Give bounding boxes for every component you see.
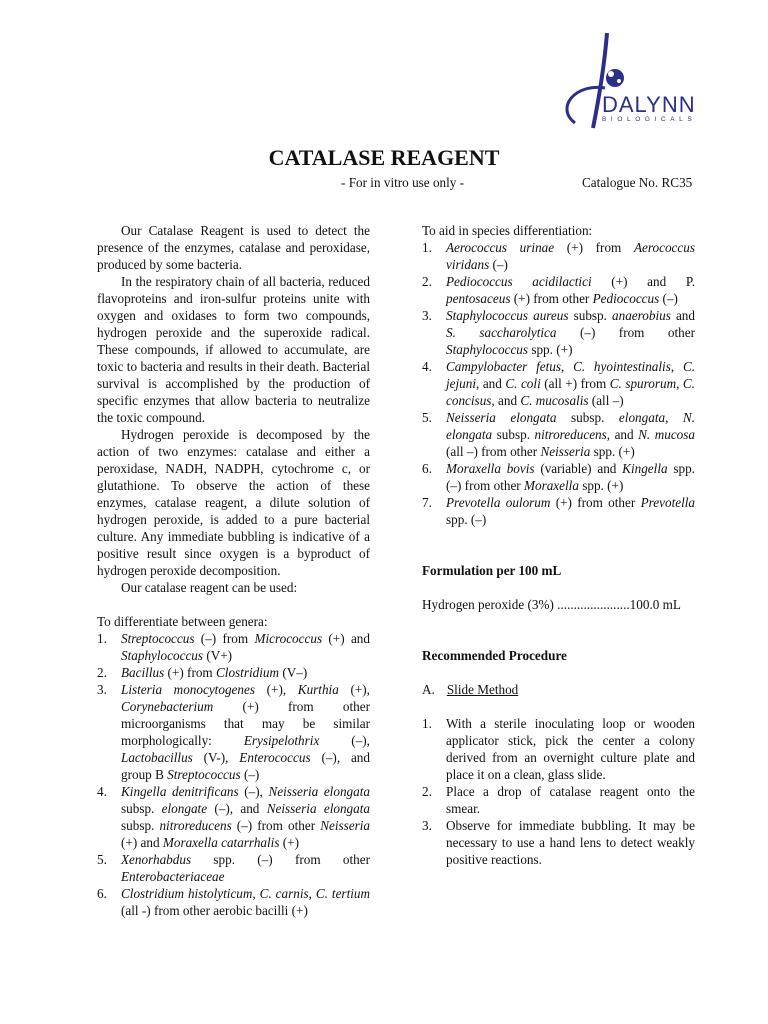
- list-item: 1. Aerococcus urinae (+) from Aerococcus viridans (–): [422, 240, 695, 272]
- list-number: 1.: [422, 240, 432, 255]
- page-title: CATALASE REAGENT: [268, 145, 500, 170]
- procedure-step: 3. Observe for immediate bubbling. It may be necessary to use a hand lens to detect weakly positive reactions.: [422, 818, 695, 867]
- list-item: 5. Neisseria elongata subsp. elongata, N. elongata subsp. nitroreducens, and N. mucosa (all –) from other Neisseria spp. (+): [422, 410, 696, 459]
- list-item: 4. Campylobacter fetus, C. hyointestinalis, C. jejuni, and C. coli (all +) from C. spurorum, C. concisus, and C. mucosalis (all –): [422, 359, 696, 408]
- right-column: [422, 222, 695, 868]
- list-number: 4.: [422, 359, 432, 374]
- left-column: [97, 222, 370, 919]
- list-number: 1.: [97, 631, 107, 646]
- list-number: 4.: [97, 784, 107, 799]
- list-number: 2.: [422, 784, 432, 799]
- list-number: 1.: [422, 716, 432, 731]
- respiratory-paragraph: In the respiratory chain of all bacteria, reduced flavoproteins and iron-sulfur proteins unite with oxygen and oxidases to form two compounds, hydrogen peroxide and the superoxide radical. These compounds, if allowed to accumulate, are toxic to bacteria and results in their death. Bacterial survival is accomplished by the production of specific enzymes that allow bacteria to neutralize the toxic compound.: [97, 274, 370, 425]
- list-item: 3. Staphylococcus aureus subsp. anaerobius and S. saccharolytica (–) from other Staphylococcus spp. (+): [422, 308, 695, 357]
- usage-note: - For in vitro use only -: [341, 175, 465, 190]
- usage-paragraph: Our catalase reagent can be used:: [121, 580, 298, 595]
- slide-method-label: A.: [422, 682, 435, 697]
- list-item: 3. Listeria monocytogenes (+), Kurthia (+), Corynebacterium (+) from other microorganisms that may be similar morphologically: Erysipelothrix (–), Lactobacillus (V-), Enterococcus (–), and group B Streptococcus (–): [97, 682, 370, 782]
- list-number: 3.: [422, 818, 432, 833]
- brand-name: DALYNN: [602, 92, 696, 117]
- list-item: 4. Kingella denitrificans (–), Neisseria elongata subsp. elongate (–), and Neisseria elongata subsp. nitroreducens (–) from other Neisseria (+) and Moraxella catarrhalis (+): [97, 784, 371, 850]
- list-number: 5.: [97, 852, 107, 867]
- list-item: 2. Bacillus (+) from Clostridium (V–): [97, 665, 308, 680]
- procedure-step: 1. With a sterile inoculating loop or wooden applicator stick, pick the center a colony derived from an overnight culture plate and place it on a clean, glass slide.: [422, 716, 695, 782]
- genera-intro: To differentiate between genera:: [97, 614, 268, 629]
- brand-logo: [602, 94, 696, 124]
- list-item: 7. Prevotella oulorum (+) from other Prevotella spp. (–): [422, 495, 696, 527]
- list-item: 6. Moraxella bovis (variable) and Kingella spp. (–) from other Moraxella spp. (+): [422, 461, 695, 493]
- catalogue-number: Catalogue No. RC35: [582, 175, 693, 190]
- list-item: 2. Pediococcus acidilactici (+) and P. pentosaceus (+) from other Pediococcus (–): [422, 274, 695, 306]
- procedure-heading: Recommended Procedure: [422, 648, 567, 663]
- species-list: [422, 239, 695, 528]
- list-item: 6. Clostridium histolyticum, C. carnis, C. tertium (all -) from other aerobic bacilli (+): [97, 886, 371, 918]
- procedure-steps: [422, 715, 695, 868]
- list-number: 5.: [422, 410, 432, 425]
- formulation-heading: Formulation per 100 mL: [422, 563, 562, 578]
- slide-method-title: Slide Method: [446, 682, 519, 697]
- list-number: 3.: [422, 308, 432, 323]
- list-number: 2.: [97, 665, 107, 680]
- list-number: 6.: [422, 461, 432, 476]
- list-item: 1. Streptococcus (–) from Micrococcus (+) and Staphylococcus (V+): [97, 631, 370, 663]
- list-number: 2.: [422, 274, 432, 289]
- slide-method-heading: [422, 681, 695, 698]
- formulation-line: Hydrogen peroxide (3%) ......................100.0 mL: [422, 597, 681, 612]
- peroxide-paragraph: Hydrogen peroxide is decomposed by the action of two enzymes: catalase and either a peroxidase, NADH, NADPH, cytochrome c, or glutathione. To observe the action of these enzymes, catalase reagent, a dilute solution of hydrogen peroxide, is added to a pure bacterial culture. Any immediate bubbling is indicative of a positive result since oxygen is a byproduct of hydrogen peroxide decomposition.: [97, 427, 370, 578]
- species-intro: To aid in species differentiation:: [422, 223, 593, 238]
- procedure-step: 2. Place a drop of catalase reagent onto the smear.: [422, 784, 695, 816]
- genera-list: [97, 630, 370, 919]
- list-number: 6.: [97, 886, 107, 901]
- intro-paragraph: Our Catalase Reagent is used to detect the presence of the enzymes, catalase and peroxidase, produced by some bacteria.: [97, 223, 370, 272]
- list-item: 5. Xenorhabdus spp. (–) from other Enterobacteriaceae: [97, 852, 370, 884]
- list-number: 7.: [422, 495, 432, 510]
- list-number: 3.: [97, 682, 107, 697]
- brand-sub: BIOLOGICALS: [602, 116, 697, 123]
